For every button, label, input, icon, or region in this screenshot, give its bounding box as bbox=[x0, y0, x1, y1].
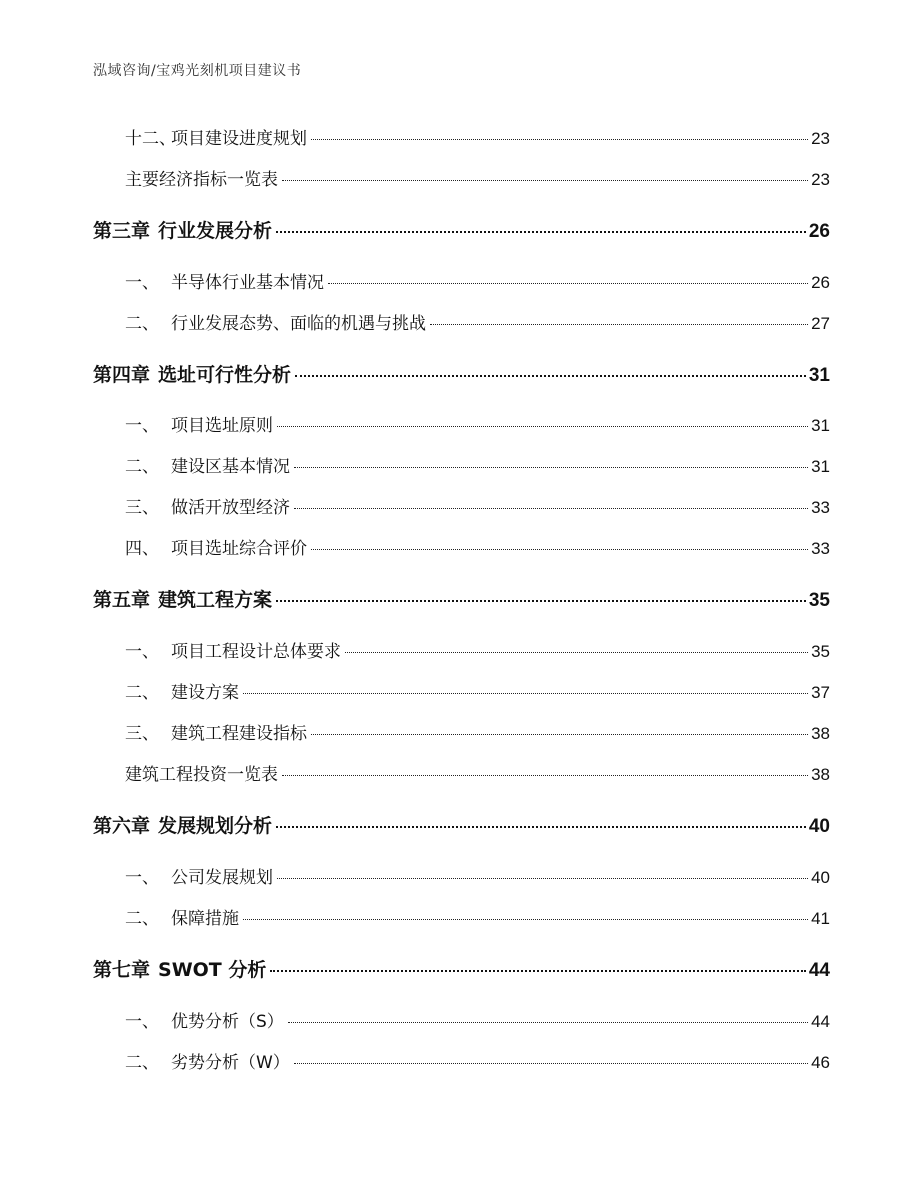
toc-entry-text: 建设区基本情况 bbox=[171, 457, 290, 477]
toc-entry[interactable] bbox=[125, 904, 830, 929]
toc-entry-page: 23 bbox=[811, 170, 830, 189]
toc-entry-number: 二、 bbox=[125, 683, 159, 703]
toc-entry[interactable] bbox=[125, 493, 830, 518]
toc-leader-dots bbox=[276, 600, 806, 602]
toc-entry-text: 主要经济指标一览表 bbox=[125, 170, 278, 190]
toc-entry-text: 优势分析（S） bbox=[171, 1012, 284, 1032]
toc-leader-dots bbox=[282, 775, 808, 776]
toc-entry-page: 31 bbox=[811, 416, 830, 435]
toc-chapter-number: 第五章 bbox=[93, 589, 151, 611]
toc-entry-number: 二、 bbox=[125, 457, 159, 477]
toc-leader-dots bbox=[345, 652, 808, 653]
toc-entry-number: 二、 bbox=[125, 909, 159, 929]
toc-entry[interactable] bbox=[125, 678, 830, 703]
toc-leader-dots bbox=[311, 734, 808, 735]
toc-entry-page: 23 bbox=[811, 129, 830, 148]
toc-entry-number: 一、 bbox=[125, 273, 159, 293]
toc-leader-dots bbox=[311, 549, 808, 550]
toc-entry-page: 33 bbox=[811, 498, 830, 517]
toc-entry-page: 35 bbox=[811, 642, 830, 661]
toc-entry-page: 27 bbox=[811, 314, 830, 333]
toc-entry-page: 44 bbox=[811, 1012, 830, 1031]
toc-entry-page: 38 bbox=[811, 724, 830, 743]
toc-chapter-entry[interactable] bbox=[93, 216, 830, 243]
toc-entry[interactable] bbox=[125, 268, 830, 293]
toc-leader-dots bbox=[276, 826, 806, 828]
toc-entry-title bbox=[93, 360, 291, 387]
toc-chapter-number: 第七章 bbox=[93, 959, 151, 981]
toc-entry-title bbox=[125, 309, 426, 334]
toc-entry-text: 公司发展规划 bbox=[171, 868, 273, 888]
toc-entry-number: 二、 bbox=[125, 1053, 159, 1073]
toc-entry[interactable] bbox=[125, 760, 830, 785]
toc-entry-page: 31 bbox=[808, 365, 830, 386]
toc-entry-page: 44 bbox=[808, 960, 830, 981]
toc-leader-dots bbox=[294, 508, 808, 509]
toc-entry-title bbox=[125, 1048, 290, 1073]
toc-leader-dots bbox=[430, 324, 808, 325]
toc-entry-text: 保障措施 bbox=[171, 909, 239, 929]
toc-entry[interactable] bbox=[125, 309, 830, 334]
toc-chapter-entry[interactable] bbox=[93, 585, 830, 612]
toc-entry-title bbox=[93, 811, 272, 838]
toc-chapter-number: 第四章 bbox=[93, 364, 151, 386]
toc-entry-number: 四、 bbox=[125, 539, 159, 559]
toc-entry-number: 二、 bbox=[125, 314, 159, 334]
toc-entry-title bbox=[125, 904, 239, 929]
toc-leader-dots bbox=[243, 919, 808, 920]
toc-leader-dots bbox=[294, 467, 808, 468]
toc-leader-dots bbox=[282, 180, 808, 181]
page-header: 泓域咨询/宝鸡光刻机项目建议书 bbox=[93, 63, 302, 79]
toc-entry-text: 行业发展分析 bbox=[158, 220, 273, 242]
toc-entry-text: 选址可行性分析 bbox=[158, 364, 292, 386]
toc-entry[interactable] bbox=[125, 534, 830, 559]
toc-entry-title bbox=[125, 534, 307, 559]
toc-entry[interactable] bbox=[125, 719, 830, 744]
toc-entry-number: 一、 bbox=[125, 416, 159, 436]
toc-leader-dots bbox=[311, 139, 808, 140]
toc-entry-title bbox=[125, 637, 341, 662]
toc-entry-title bbox=[125, 719, 307, 744]
toc-entry-title bbox=[125, 493, 290, 518]
toc-chapter-entry[interactable] bbox=[93, 955, 830, 982]
toc-leader-dots bbox=[276, 231, 806, 233]
toc-leader-dots bbox=[295, 375, 806, 377]
toc-entry-page: 26 bbox=[808, 221, 830, 242]
toc-entry-text: 半导体行业基本情况 bbox=[171, 273, 324, 293]
toc-chapter-number: 第六章 bbox=[93, 815, 151, 837]
toc-entry-number: 一、 bbox=[125, 1012, 159, 1032]
toc-entry-page: 38 bbox=[811, 765, 830, 784]
toc-entry-page: 46 bbox=[811, 1053, 830, 1072]
toc-chapter-number: 第三章 bbox=[93, 220, 151, 242]
toc-entry-text: 发展规划分析 bbox=[158, 815, 273, 837]
toc-leader-dots bbox=[277, 426, 808, 427]
toc-entry-text: 做活开放型经济 bbox=[171, 498, 290, 518]
toc-entry-text: 建筑工程方案 bbox=[158, 589, 273, 611]
toc-entry[interactable] bbox=[125, 637, 830, 662]
toc-leader-dots bbox=[328, 283, 808, 284]
toc-entry-text: 项目选址原则 bbox=[171, 416, 273, 436]
toc-leader-dots bbox=[243, 693, 808, 694]
toc-entry-title bbox=[125, 411, 273, 436]
toc-leader-dots bbox=[288, 1022, 808, 1023]
toc-entry-page: 37 bbox=[811, 683, 830, 702]
toc-entry-page: 33 bbox=[811, 539, 830, 558]
toc-entry[interactable] bbox=[125, 411, 830, 436]
toc-leader-dots bbox=[270, 970, 805, 972]
toc-entry-number: 三、 bbox=[125, 724, 159, 744]
toc-entry-title bbox=[93, 585, 272, 612]
toc-entry-text: 建筑工程投资一览表 bbox=[125, 765, 278, 785]
toc-entry[interactable] bbox=[125, 1048, 830, 1073]
toc-entry-title bbox=[125, 268, 324, 293]
toc-entry-text: 劣势分析（W） bbox=[171, 1053, 290, 1073]
toc-chapter-entry[interactable] bbox=[93, 811, 830, 838]
toc-chapter-entry[interactable] bbox=[93, 360, 830, 387]
toc-entry-text: SWOT 分析 bbox=[158, 959, 267, 981]
toc-leader-dots bbox=[294, 1063, 808, 1064]
toc-entry-number: 一、 bbox=[125, 642, 159, 662]
toc-entry-text: 行业发展态势、面临的机遇与挑战 bbox=[171, 314, 426, 334]
toc-entry-text: 建设方案 bbox=[171, 683, 239, 703]
toc-entry-number: 一、 bbox=[125, 868, 159, 888]
toc-entry-page: 40 bbox=[808, 816, 830, 837]
toc-entry[interactable] bbox=[125, 863, 830, 888]
toc-entry[interactable] bbox=[125, 165, 830, 190]
toc-leader-dots bbox=[277, 878, 808, 879]
toc-entry-title bbox=[125, 452, 290, 477]
toc-entry-title bbox=[125, 124, 307, 149]
toc-entry-text: 建筑工程建设指标 bbox=[171, 724, 307, 744]
toc-entry-number: 十二、 bbox=[125, 129, 176, 149]
toc-entry-page: 31 bbox=[811, 457, 830, 476]
toc-entry-title bbox=[125, 863, 273, 888]
toc-entry-text: 项目选址综合评价 bbox=[171, 539, 307, 559]
toc-entry-title bbox=[125, 760, 278, 785]
toc-entry-title bbox=[93, 216, 272, 243]
toc-entry-number: 三、 bbox=[125, 498, 159, 518]
toc-entry-text: 项目工程设计总体要求 bbox=[171, 642, 341, 662]
toc-entry[interactable] bbox=[125, 452, 830, 477]
toc-entry-title bbox=[125, 165, 278, 190]
toc-entry-title bbox=[93, 955, 266, 982]
toc-entry-page: 35 bbox=[808, 590, 830, 611]
toc-entry-page: 40 bbox=[811, 868, 830, 887]
toc-entry[interactable] bbox=[125, 1007, 830, 1032]
toc-entry-title bbox=[125, 678, 239, 703]
toc-entry[interactable] bbox=[125, 124, 830, 149]
toc-entry-text: 项目建设进度规划 bbox=[171, 129, 307, 149]
toc-entry-page: 41 bbox=[811, 909, 830, 928]
toc-entry-page: 26 bbox=[811, 273, 830, 292]
toc-entry-title bbox=[125, 1007, 284, 1032]
